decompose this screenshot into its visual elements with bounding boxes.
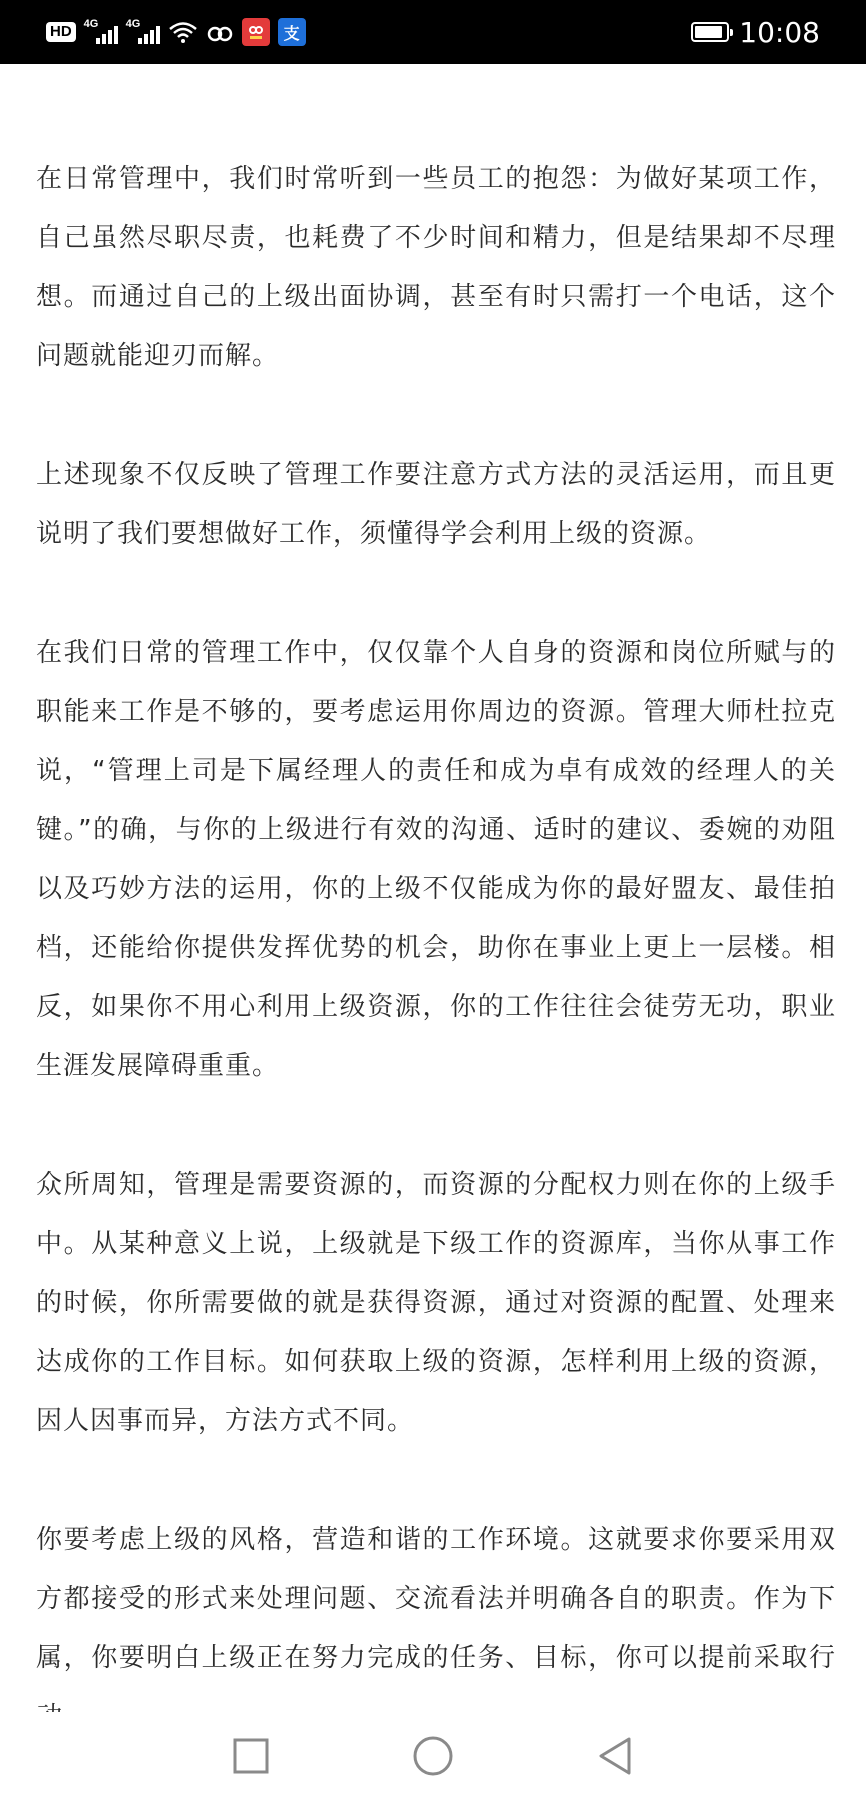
triangle-back-icon <box>596 1736 634 1776</box>
back-button[interactable] <box>593 1734 637 1778</box>
status-icons-right <box>691 14 820 50</box>
circle-icon <box>412 1735 454 1777</box>
signal-1-label: 4G <box>83 18 99 30</box>
paragraph: 在日常管理中，我们时常听到一些员工的抱怨：为做好某项工作，自己虽然尽职尽责，也耗费了不少时间和精力，但是结果却不尽理想。而通过自己的上级出面协调，甚至有时只需打一个电话，这个问题就能迎刃而解。 <box>36 164 836 371</box>
cloud-app-icon <box>206 20 234 44</box>
hd-badge: HD <box>46 22 76 42</box>
battery-icon <box>691 22 729 42</box>
status-bar <box>0 0 866 64</box>
paragraph: 众所周知，管理是需要资源的，而资源的分配权力则在你的上级手中。从某种意义上说，上级就是下级工作的资源库，当你从事工作的时候，你所需要做的就是获得资源，通过对资源的配置、处理来达成你的工作目标。如何获取上级的资源，怎样利用上级的资源，因人因事而异，方法方式不同。 <box>36 1170 836 1436</box>
article-content <box>36 150 836 1710</box>
signal-1-icon <box>84 18 118 46</box>
paragraph: 上述现象不仅反映了管理工作要注意方式方法的灵活运用，而且更说明了我们要想做好工作，须懂得学会利用上级的资源。 <box>36 460 836 549</box>
signal-2-label: 4G <box>125 18 141 30</box>
paragraph: 你要考虑上级的风格，营造和谐的工作环境。这就要求你要采用双方都接受的形式来处理问题、交流看法并明确各自的职责。作为下属，你要明白上级正在努力完成的任务、目标，你可以提前采取行 <box>36 1525 836 1673</box>
recent-apps-button[interactable] <box>229 1734 273 1778</box>
navigation-bar <box>0 1712 866 1800</box>
status-icons-left <box>46 14 306 50</box>
clock: 10:08 <box>739 15 820 49</box>
battery-level <box>695 26 722 38</box>
home-button[interactable] <box>411 1734 455 1778</box>
alipay-app-icon: 支 <box>278 18 306 46</box>
wifi-icon <box>168 20 198 44</box>
red-app-icon <box>242 18 270 46</box>
signal-2-icon <box>126 18 160 46</box>
paragraph: 在我们日常的管理工作中，仅仅靠个人自身的资源和岗位所赋与的职能来工作是不够的，要考虑运用你周边的资源。管理大师杜拉克说，“管理上司是下属经理人的责任和成为卓有成效的经理人的关键。”的确，与你的上级进行有效的沟通、适时的建议、委婉的劝阻以及巧妙方法的运用，你的上级不仅能成为你的最好盟友、最佳拍档，还能给你提供发挥优势的机会，助你在事业上更上一层楼。相反，如果你不用心利用上级资源，你的工作往往会徒劳无功，职业生涯发展障碍重重。 <box>36 638 836 1081</box>
square-icon <box>232 1737 270 1775</box>
